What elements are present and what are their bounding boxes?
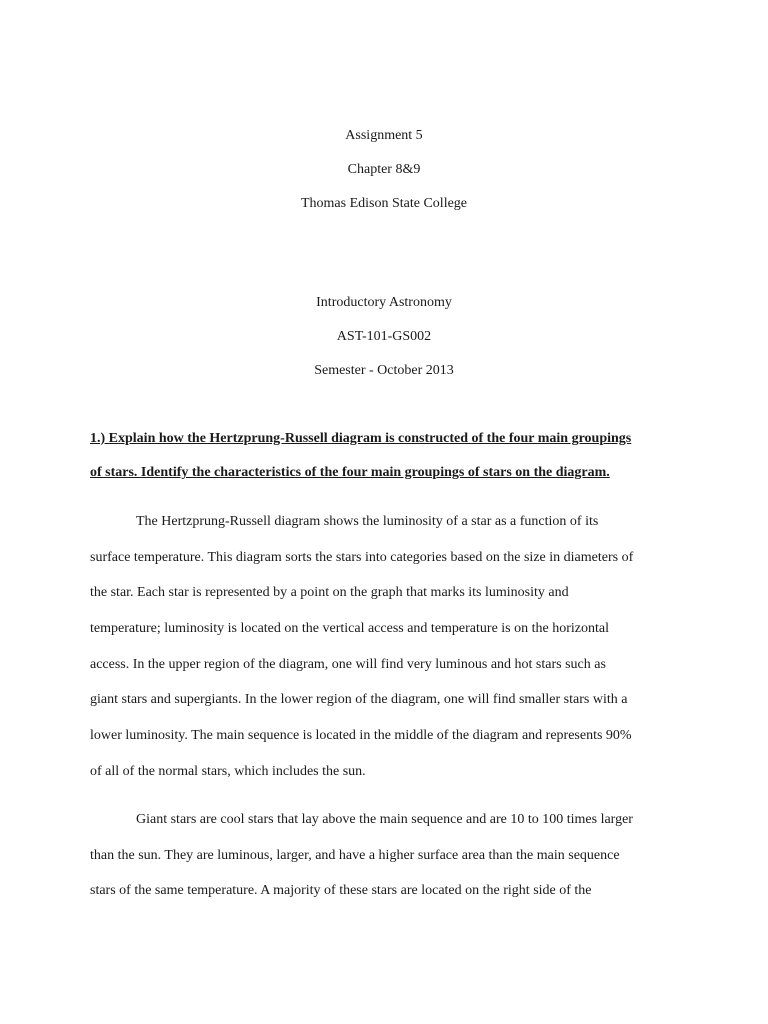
assignment-title: Assignment 5 xyxy=(345,128,423,143)
paragraph-1-line-4: temperature; luminosity is located on the vertical access and temperature is on the horizontal xyxy=(90,621,609,636)
paragraph-2-line-3: stars of the same temperature. A majority of these stars are located on the right side of the xyxy=(90,883,592,898)
question-line-2: of stars. Identify the characteristics of the four main groupings of stars on the diagram. xyxy=(90,465,610,480)
course-name: Introductory Astronomy xyxy=(316,295,452,310)
paragraph-1-line-8: of all of the normal stars, which includes the sun. xyxy=(90,764,366,779)
paragraph-1-line-7: lower luminosity. The main sequence is located in the middle of the diagram and represents 90% xyxy=(90,728,632,743)
paragraph-1-line-6: giant stars and supergiants. In the lower region of the diagram, one will find smaller stars with a xyxy=(90,692,628,707)
paragraph-1-line-2: surface temperature. This diagram sorts the stars into categories based on the size in diameters of xyxy=(90,550,634,565)
paragraph-1-line-5: access. In the upper region of the diagram, one will find very luminous and hot stars such as xyxy=(90,657,606,672)
paragraph-2-line-1: Giant stars are cool stars that lay above the main sequence and are 10 to 100 times larger xyxy=(136,812,633,827)
college-line: Thomas Edison State College xyxy=(300,196,468,211)
paragraph-1-line-1: The Hertzprung-Russell diagram shows the luminosity of a star as a function of its xyxy=(136,514,599,529)
paragraph-2-line-2: than the sun. They are luminous, larger, and have a higher surface area than the main sequence xyxy=(90,848,620,863)
semester-line: Semester - October 2013 xyxy=(314,363,454,378)
course-code: AST-101-GS002 xyxy=(336,329,432,344)
chapter-line: Chapter 8&9 xyxy=(347,162,421,177)
paragraph-1-line-3: the star. Each star is represented by a point on the graph that marks its luminosity and xyxy=(90,585,569,600)
question-line-1: 1.) Explain how the Hertzprung-Russell diagram is constructed of the four main groupings xyxy=(90,431,632,446)
